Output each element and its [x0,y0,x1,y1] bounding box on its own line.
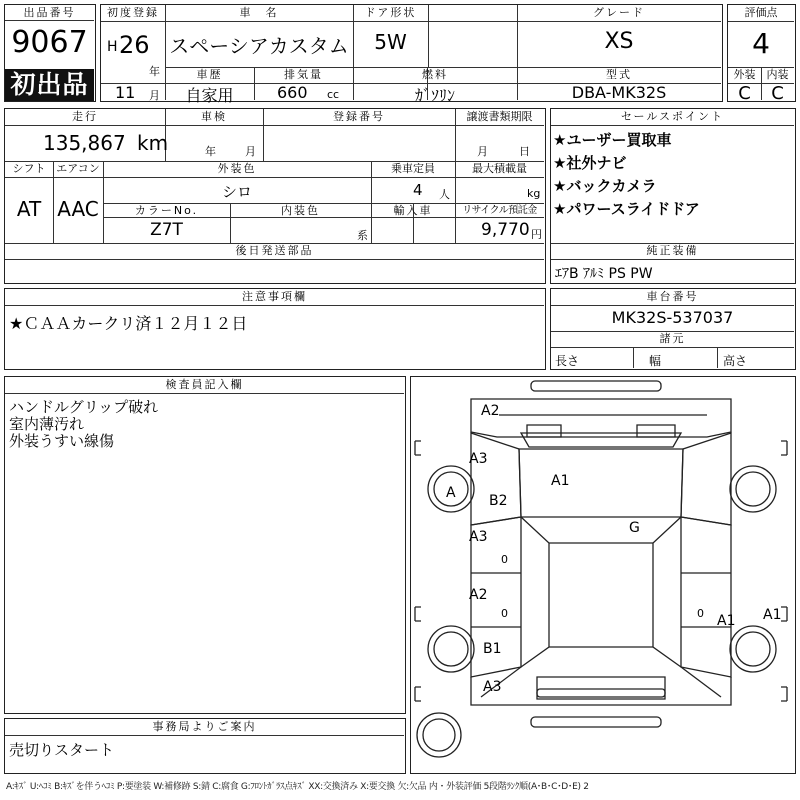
door-type: 5W [374,30,407,54]
caution-box [4,288,546,370]
details-box [4,108,546,284]
capacity-unit: 人 [439,188,450,201]
interior-grade: C [771,83,784,104]
max-load-header: 最大積載量 [472,162,527,175]
inspector-note-2: 室内薄汚れ [9,415,85,433]
year-unit: 年 [149,65,160,78]
chassis-number: MK32S-537037 [611,308,734,327]
mileage-header: 走行 [72,110,98,123]
inspector-note-1: ハンドルグリップ破れ [9,398,159,416]
mark-b2: B2 [489,493,508,509]
sales-points-box [550,108,796,284]
air-conditioner: AAC [57,197,99,221]
mileage: 135,867 [43,131,126,155]
int-color-header: 内装色 [281,204,320,217]
displacement-header: 排気量 [284,68,323,81]
inspector-header: 検査員記入欄 [165,378,244,391]
height-label: 高さ [723,354,748,368]
damage-legend: A:ｷｽﾞ U:ﾍｺﾐ B:ｷｽﾞを伴うﾍｺﾐ P:要塗装 W:補修跡 S:錆 C:腐食 G:ﾌﾛﾝﾄｶﾞﾗｽ点ｷｽﾞ XX:交換済み X:要交換 欠:欠品 内・外装評価 5段階ﾗﾝｸ順(A･B･C･D･E) 2 [6,782,589,792]
fuel: ｶﾞｿﾘﾝ [414,86,455,105]
model: DBA-MK32S [571,83,667,102]
later-parts-header: 後日発送部品 [235,244,314,257]
overall-score: 4 [752,27,770,60]
sales-point-1: ★ユーザー買取車 [553,131,672,149]
car-name-header: 車 名 [239,6,279,19]
mileage-unit: km [137,131,169,155]
mark-a2-front: A2 [481,403,500,419]
recycle-header: リサイクル預託金 [462,205,537,216]
transfer-day-unit: 日 [519,145,530,158]
office-note: 売切りスタート [9,741,115,759]
history: 自家用 [185,86,234,105]
lot-number: 9067 [11,25,88,60]
inspector-box [4,376,406,714]
ext-color-header: 外装色 [217,162,257,175]
chassis-header: 車台番号 [646,290,699,303]
mark-g: G [629,520,640,536]
month-unit: 月 [149,89,160,102]
score-box [727,4,796,102]
inspection-header: 車検 [201,110,227,123]
grade-header: グレード [593,6,645,19]
mark-zero-2: 0 [501,607,508,620]
grade: XS [604,29,634,54]
interior-color-unit: 系 [357,229,368,242]
ac-header: エアコン [56,162,100,175]
sales-points-header: セールスポイント [620,110,724,123]
history-header: 車歴 [196,68,223,81]
vehicle-info-box [100,4,723,105]
int-header: 内装 [766,68,789,81]
mark-a2-left: A2 [469,587,488,603]
recycle-fee-unit: 円 [531,228,542,241]
mark-a1-right: A1 [763,607,782,623]
car-name: スペーシアカスタム [169,34,349,58]
caution-header: 注意事項欄 [242,290,307,303]
width-label: 幅 [649,354,662,368]
damage-diagram-box [410,376,796,774]
recycle-fee: 9,770 [481,220,530,240]
exterior-color: シロ [221,183,252,201]
registration-header: 登録番号 [333,110,385,123]
displacement: 660 [277,83,308,102]
mark-a3-rear-left: A3 [483,679,502,695]
first-listing-badge: 初出品 [5,69,94,101]
inspection-year-unit: 年 [205,145,216,158]
specs-header: 諸元 [659,332,686,345]
score-header: 評価点 [744,6,778,19]
era: H [107,39,118,55]
mark-b1: B1 [483,641,502,657]
fuel-header: 燃料 [422,68,448,81]
sales-point-3: ★バックカメラ [553,177,657,195]
office-header: 事務局よりご案内 [152,720,257,733]
lot-number-box [4,4,96,102]
capacity: 4 [413,181,423,199]
max-load-unit: kg [527,187,541,200]
exterior-grade: C [738,83,751,104]
car-damage-diagram [411,377,794,772]
inspection-month-unit: 月 [245,145,256,158]
mark-zero-1: 0 [501,553,508,566]
chassis-box [550,288,796,370]
caution-text: ★ＣＡＡカークリ済１２月１２日 [9,314,248,333]
transfer-month-unit: 月 [477,145,488,158]
ext-header: 外装 [733,68,756,81]
first-reg-header: 初度登録 [107,6,159,19]
mark-a3-front-left: A3 [469,451,488,467]
sales-point-4: ★パワースライドドア [553,200,700,218]
office-box [4,718,406,774]
lot-number-header: 出品番号 [5,5,94,21]
shift: AT [16,197,42,221]
door-header: ドア形状 [364,6,417,19]
mark-a3-left: A3 [469,529,488,545]
mark-zero-3: 0 [697,607,704,620]
equipment-list: ｴｱB ｱﾙﾐ PS PW [555,266,653,282]
shift-header: シフト [12,162,46,175]
displacement-unit: cc [327,88,340,101]
transfer-header: 譲渡書類期限 [466,110,533,123]
mark-a1-rear-right: A1 [717,613,736,629]
import-header: 輸入車 [393,204,433,217]
mark-a1-roof: A1 [551,473,570,489]
sales-point-2: ★社外ナビ [553,154,627,172]
model-header: 型式 [606,68,632,81]
first-reg-month: 11 [115,83,136,102]
inspector-note-3: 外装うすい線傷 [9,432,115,450]
color-no-header: カラーNo. [134,204,199,217]
mark-a-wheel: A [446,485,456,501]
equipment-header: 純正装備 [646,244,699,257]
length-label: 長さ [555,354,580,368]
capacity-header: 乗車定員 [391,162,435,175]
first-reg-year: 26 [119,31,150,59]
color-number: Z7T [150,220,183,240]
